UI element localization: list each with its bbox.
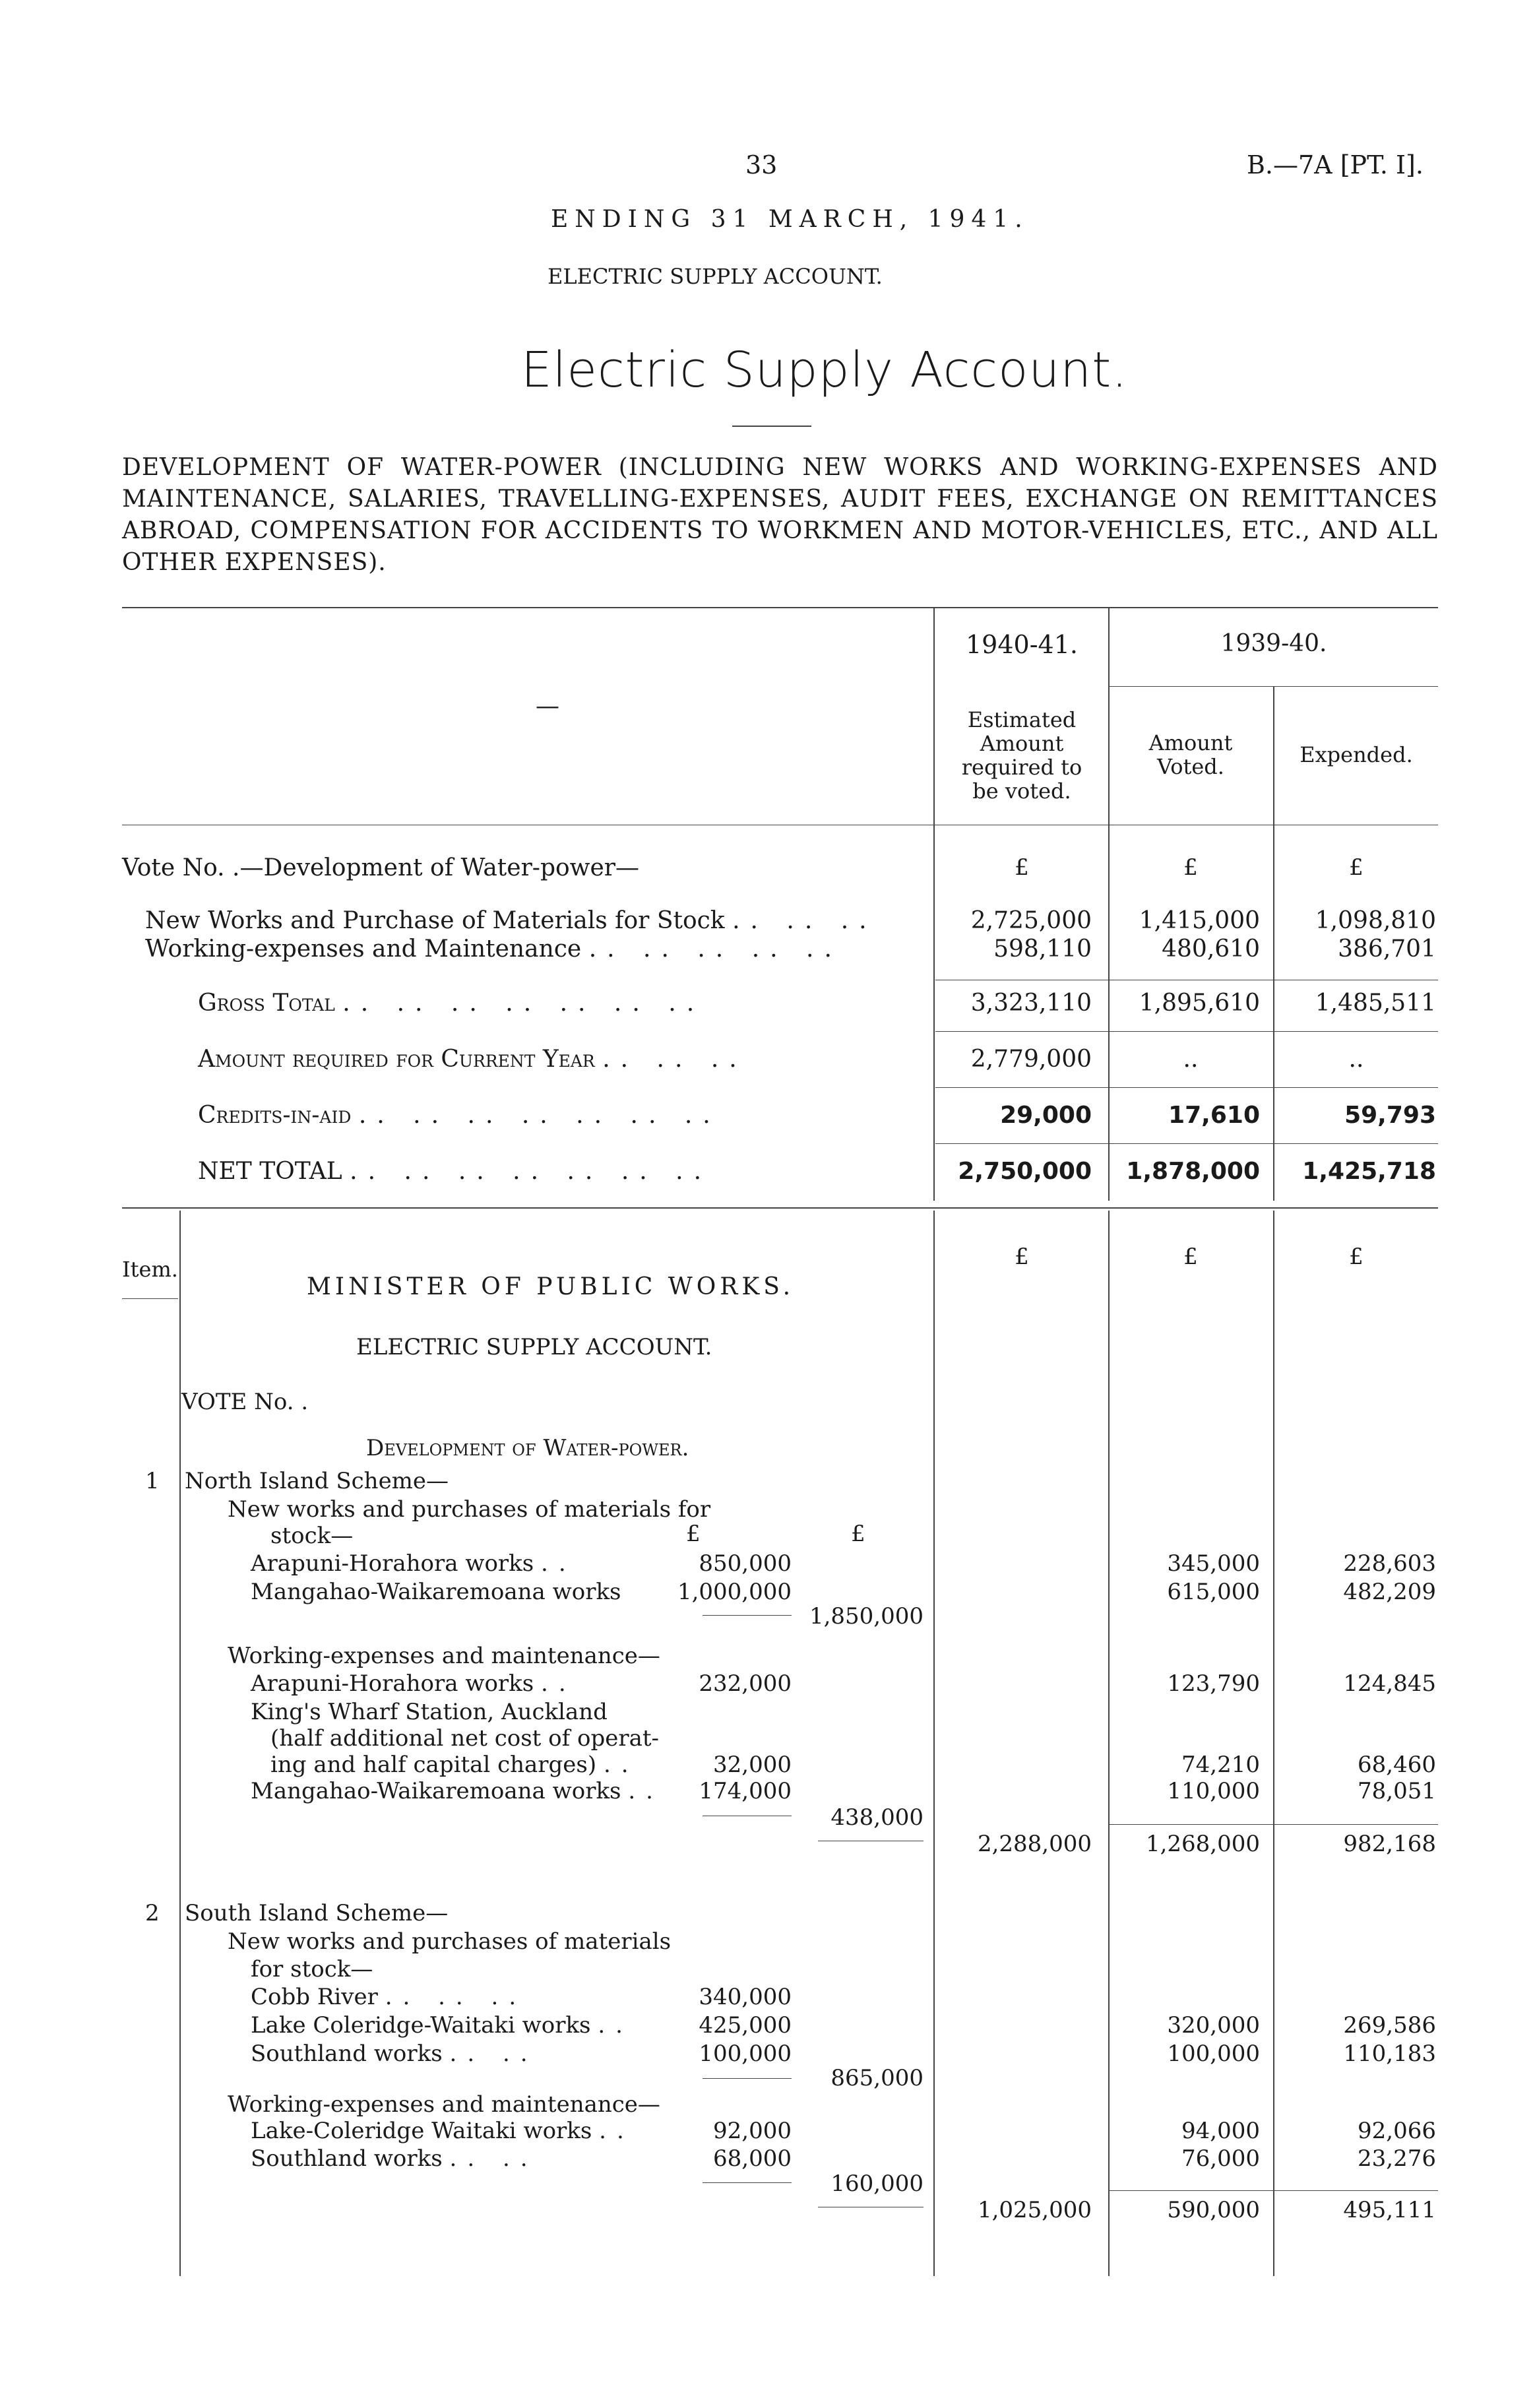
subtotal: 160,000 [830,2170,924,2197]
amount-required-label: Amount required for Current Year .. .. .. [198,1046,747,1073]
ending-date: ENDING 31 MARCH, 1941. [551,206,1029,233]
title-rule [732,426,811,427]
work-amount: 68,000 [713,2145,792,2172]
work-expended: 124,845 [1343,1670,1436,1697]
work-expended: 110,183 [1343,2041,1436,2067]
pound-sign: £ [851,1521,865,1547]
gross-voted: 1,895,610 [1139,990,1260,1017]
scheme-voted-total: 590,000 [1167,2197,1260,2223]
new-works-title: for stock— [251,1956,373,1982]
work-label: King's Wharf Station, Auckland [251,1699,608,1725]
required-expended: .. [1348,1046,1364,1073]
net-voted: 1,878,000 [1126,1158,1260,1185]
work-voted: 110,000 [1167,1778,1260,1804]
gross-total-label: Gross Total .. .. .. .. .. .. .. [198,990,705,1017]
header-dash: — [536,693,559,720]
scheme-title: North Island Scheme— [185,1468,449,1494]
pound-sign: £ [1015,1244,1029,1270]
work-amount: 92,000 [713,2118,792,2144]
work-voted: 100,000 [1167,2041,1260,2067]
vote-line: Vote No. .—Development of Water-power— [122,854,640,881]
work-amount: 425,000 [699,2012,792,2039]
work-voted: 345,000 [1167,1550,1260,1577]
gross-est: 3,323,110 [970,990,1092,1017]
item-number: 1 [145,1468,160,1494]
work-expended: 228,603 [1343,1550,1436,1577]
new-works-title: stock— [270,1523,354,1549]
rule [703,2078,792,2079]
col-year-1939: 1939-40. [1220,630,1327,657]
summary-col-rule-1 [933,607,935,1201]
new-works-title: New works and purchases of materials [228,1928,672,1955]
subtotal: 1,850,000 [809,1603,924,1630]
scheme-total: 1,025,000 [977,2197,1092,2223]
work-label: Lake Coleridge-Waitaki works .. [251,2012,633,2039]
work-label: ing and half capital charges) .. [270,1752,639,1778]
description: DEVELOPMENT OF WATER-POWER (INCLUDING NEW WORKS AND WORKING-EXPENSES AND MAINTENANCE, SALARIES, TRAVELLING-EXPENSES, AUDIT FEES, EXCHANGE ON REMITTANCES ABROAD, COMPENSATION FOR ACCIDENTS TO WORKMEN AND MOTOR-VEHICLES, ETC., AND ALL OTHER EXPENSES). [122,454,1438,576]
rule [1110,2190,1438,2191]
work-label: Arapuni-Horahora works .. [251,1670,577,1697]
page-number: 33 [745,150,778,179]
work-expended: 269,586 [1343,2012,1436,2039]
work-amount: 1,000,000 [677,1579,792,1605]
pound-sign: £ [1015,854,1029,881]
summary-top-rule [122,607,1438,608]
net-est: 2,750,000 [958,1158,1092,1185]
pound-sign: £ [686,1521,701,1547]
credits-expended: 59,793 [1344,1102,1436,1129]
work-voted: 123,790 [1167,1670,1260,1697]
pound-sign: £ [1183,1244,1198,1270]
document-reference: B.—7A [PT. I]. [1247,150,1424,179]
subtotal: 865,000 [830,2065,924,2091]
item-number: 2 [145,1900,160,1926]
item-header: Item. [122,1257,178,1282]
work-amount: 340,000 [699,1984,792,2010]
detail-col-rule-3 [1273,1211,1274,2276]
rule [703,2182,792,2183]
work-label: Cobb River .. .. .. [251,1984,527,2010]
summary-expended-value: 386,701 [1338,935,1436,963]
summary-expended-value: 1,098,810 [1315,907,1436,934]
summary-row-label: Working-expenses and Maintenance .. .. .. .. .. [145,935,842,963]
summary-year-rule [1108,686,1438,687]
work-amount: 32,000 [713,1752,792,1778]
work-amount: 100,000 [699,2041,792,2067]
detail-col-rule-2 [1108,1211,1110,2276]
summary-bottom-rule [122,1207,1438,1209]
summary-voted-value: 1,415,000 [1139,907,1260,934]
required-voted: .. [1183,1046,1199,1073]
rule [935,1087,1438,1088]
rule [935,1031,1438,1032]
net-total-label: NET TOTAL .. .. .. .. .. .. .. [198,1158,712,1185]
page-title: Electric Supply Account. [521,342,1128,398]
work-amount: 232,000 [699,1670,792,1697]
work-label: Mangahao-Waikaremoana works .. [251,1778,664,1804]
work-label: Lake-Coleridge Waitaki works .. [251,2118,635,2144]
required-est: 2,779,000 [970,1046,1092,1073]
running-title: ELECTRIC SUPPLY ACCOUNT. [548,264,883,289]
section-title: Development of Water-power. [366,1435,689,1461]
col-year-1940: 1940-41. [966,630,1078,659]
vote-number: VOTE No. . [181,1389,309,1415]
scheme-expended-total: 982,168 [1343,1831,1436,1857]
work-expended: 23,276 [1358,2145,1436,2172]
scheme-voted-total: 1,268,000 [1145,1831,1260,1857]
rule [935,1143,1438,1144]
summary-est-value: 2,725,000 [970,907,1092,934]
work-expended: 68,460 [1358,1752,1436,1778]
col-estimated-header: Estimated Amount required to be voted. [961,707,1082,804]
work-label: (half additional net cost of operat- [270,1725,660,1752]
work-amount: 174,000 [699,1778,792,1804]
pound-sign: £ [1349,1244,1363,1270]
work-voted: 74,210 [1181,1752,1260,1778]
rule [703,1615,792,1616]
credits-label: Credits-in-aid .. .. .. .. .. .. .. [198,1102,721,1129]
detail-col-rule-1 [933,1211,935,2276]
work-amount: 850,000 [699,1550,792,1577]
credits-est: 29,000 [1000,1102,1092,1129]
work-voted: 94,000 [1181,2118,1260,2144]
work-label: Mangahao-Waikaremoana works [251,1579,621,1605]
col-expended-header: Expended. [1300,742,1413,767]
work-voted: 320,000 [1167,2012,1260,2039]
detail-item-rule [179,1211,181,2276]
working-expenses-title: Working-expenses and maintenance— [228,2091,660,2118]
work-label: Southland works .. .. [251,2041,538,2067]
new-works-title: New works and purchases of materials for [228,1496,711,1523]
work-voted: 76,000 [1181,2145,1260,2172]
work-expended: 78,051 [1358,1778,1436,1804]
summary-row-label: New Works and Purchase of Materials for Stock .. .. .. [145,907,877,934]
pound-sign: £ [1349,854,1363,881]
work-voted: 615,000 [1167,1579,1260,1605]
pound-sign: £ [1183,854,1198,881]
ministry-title: MINISTER OF PUBLIC WORKS. [307,1273,795,1300]
work-expended: 92,066 [1358,2118,1436,2144]
scheme-total: 2,288,000 [977,1831,1092,1857]
summary-voted-value: 480,610 [1162,935,1260,963]
work-expended: 482,209 [1343,1579,1436,1605]
work-label: Southland works .. .. [251,2145,538,2172]
working-expenses-title: Working-expenses and maintenance— [228,1643,660,1669]
net-expended: 1,425,718 [1302,1158,1436,1185]
col-voted-header: Amount Voted. [1148,730,1233,779]
subtotal: 438,000 [830,1804,924,1831]
rule [1110,1824,1438,1825]
summary-est-value: 598,110 [993,935,1092,963]
scheme-title: South Island Scheme— [185,1900,449,1926]
rule [122,1298,178,1299]
work-label: Arapuni-Horahora works .. [251,1550,577,1577]
credits-voted: 17,610 [1168,1102,1260,1129]
scheme-expended-total: 495,111 [1343,2197,1436,2223]
account-title: ELECTRIC SUPPLY ACCOUNT. [356,1334,712,1360]
gross-expended: 1,485,511 [1315,990,1436,1017]
